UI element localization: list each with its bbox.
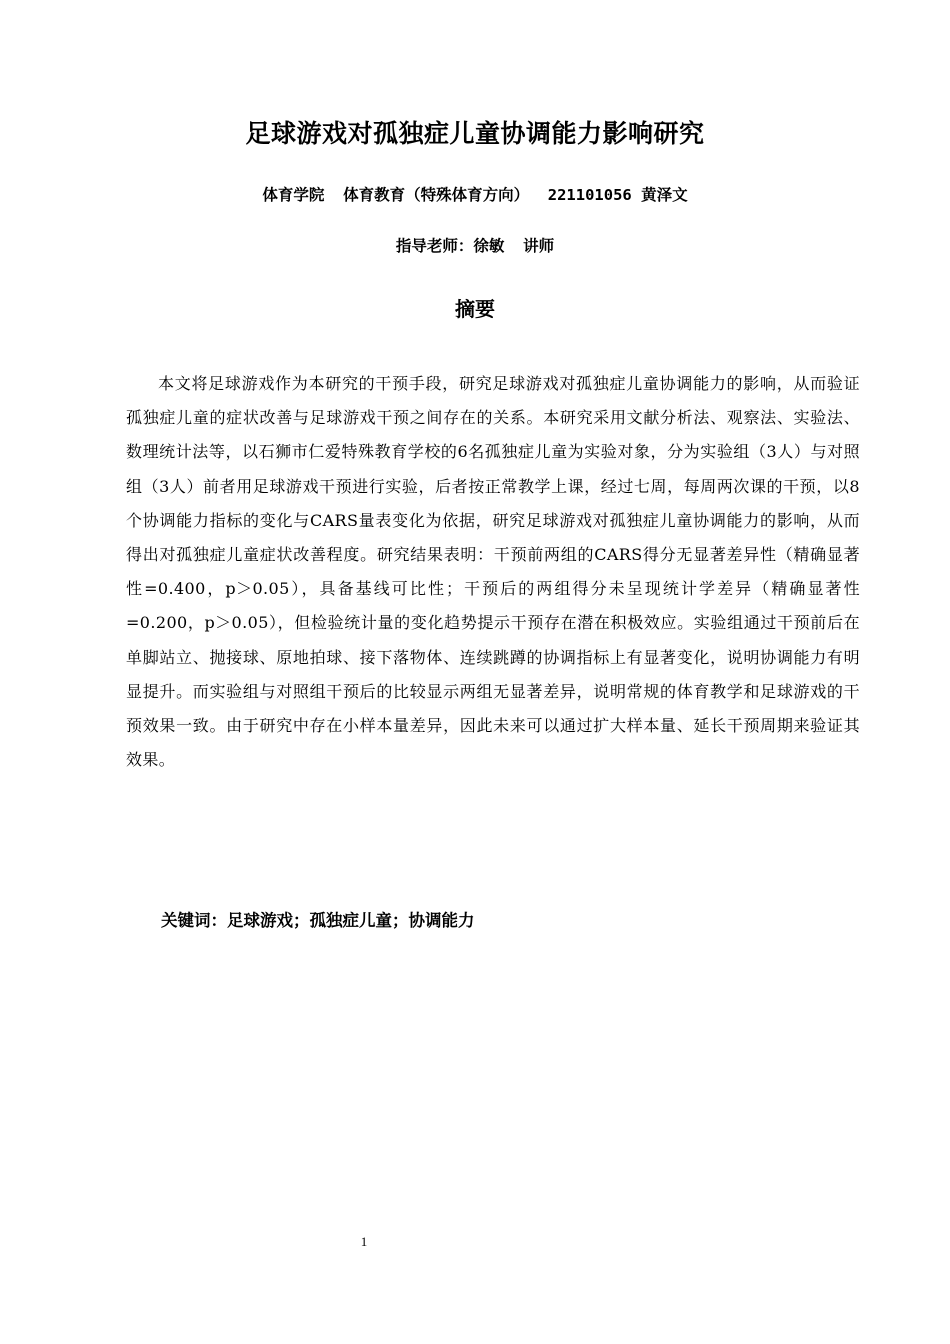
keywords-line: 关键词：足球游戏；孤独症儿童；协调能力 (161, 911, 475, 930)
author-line: 体育学院 体育教育（特殊体育方向） 221101056 黄泽文 (262, 186, 688, 204)
abstract-body: 本文将足球游戏作为本研究的干预手段，研究足球游戏对孤独症儿童协调能力的影响，从而验证孤独症儿童的症状改善与足球游戏干预之间存在的关系。本研究采用文献分析法、观察法、实验法、数理统计法等，以石狮市仁爱特殊教育学校的6名孤独症儿童为实验对象，分为实验组（3人）与对照组（3人）前者用足球游戏干预进行实验，后者按正常教学上课，经过七周，每周两次课的干预，以8个协调能力指标的变化与CARS量表变化为依据，研究足球游戏对孤独症儿童协调能力的影响，从而得出对孤独症儿童症状改善程度。研究结果表明：干预前两组的CARS得分无显著差异性（精确显著性=0.400，p＞0.05），具备基线可比性；干预后的两组得分未呈现统计学差异（精确显著性=0.200，p＞0.05），但检验统计量的变化趋势提示干预存在潜在积极效应。实验组通过干预前后在单脚站立、抛接球、原地拍球、接下落物体、连续跳蹲的协调指标上有显著变化，说明协调能力有明显提升。而实验组与对照组干预后的比较显示两组无显著差异，说明常规的体育教学和足球游戏的干预效果一致。由于研究中存在小样本量差异，因此未来可以通过扩大样本量、延长干预周期来验证其效果。 (126, 374, 860, 770)
paper-title: 足球游戏对孤独症儿童协调能力影响研究 (245, 119, 705, 148)
abstract-heading: 摘要 (455, 297, 495, 321)
advisor-line: 指导老师：徐敏 讲师 (395, 237, 555, 255)
page-number: 1 (360, 1234, 368, 1249)
